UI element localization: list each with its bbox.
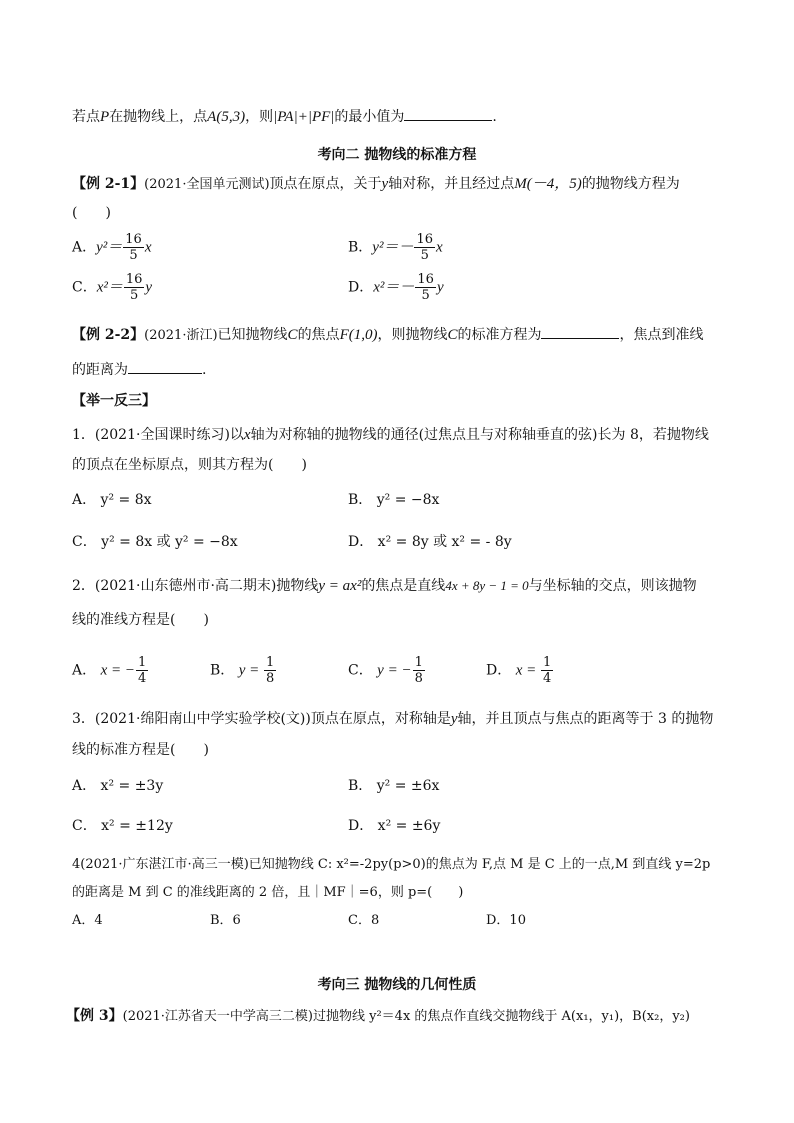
q3-line1 — [72, 709, 713, 729]
var-y: y — [381, 176, 389, 192]
example-2-1-paren: ( ) — [72, 205, 111, 221]
example-text2: 的焦点 — [297, 327, 340, 343]
frac-den: 4 — [137, 671, 147, 686]
q1-text: 1．(2021·全国课时练习)以 — [72, 427, 244, 443]
q1-option-a[interactable]: A． y² = 8x — [72, 492, 152, 508]
option-lhs: x = — [515, 662, 540, 679]
option-d[interactable] — [348, 272, 444, 303]
option-label: D． — [486, 662, 512, 679]
intro-suffix: 的最小值为 — [334, 109, 405, 125]
example-text3: ，则抛物线 — [377, 327, 448, 343]
q3-text: 3．(2021·绵阳南山中学实验学校(文))顶点在原点，对称轴是 — [72, 711, 451, 727]
example-2-1-line1 — [72, 174, 680, 195]
section-heading-3: 考向三 抛物线的几何性质 — [317, 977, 477, 993]
fraction — [413, 655, 425, 686]
option-lhs: x²＝ — [96, 279, 123, 296]
q2-option-b[interactable] — [210, 655, 277, 686]
example-tag: 【例 2-2】 — [72, 327, 145, 343]
option-lhs: y²＝－ — [372, 239, 414, 256]
option-lhs: x = − — [100, 662, 135, 679]
q4-option-d[interactable]: D．10 — [486, 913, 526, 928]
answer-blank[interactable] — [128, 359, 202, 374]
q4-option-c[interactable]: C．8 — [348, 913, 380, 928]
fraction — [124, 272, 145, 303]
intro-line — [72, 106, 497, 127]
var-p: P — [100, 109, 110, 125]
q2-option-d[interactable] — [486, 655, 554, 686]
answer-blank[interactable] — [541, 324, 619, 339]
q2-option-c[interactable] — [348, 655, 426, 686]
q2-text-b: 的焦点是直线 — [361, 578, 446, 594]
option-var: x — [144, 239, 152, 256]
q2-option-a[interactable] — [72, 655, 149, 686]
example-source: (2021·全国单元测试) — [144, 177, 270, 192]
q4-line1: 4(2021·广东湛江市·高三一模)已知抛物线 C: x²=-2py(p>0)的焦点为 F,点 M 是 C 上的一点,M 到直线 y=2p — [72, 857, 711, 872]
practice-header: 【举一反三】 — [72, 393, 156, 409]
frac-num: 1 — [137, 655, 147, 670]
q3-option-a[interactable]: A． x² = ±3y — [72, 778, 164, 794]
fraction — [414, 232, 435, 263]
line-equation: 4x + 8y − 1 = 0 — [445, 578, 529, 593]
example-line2: 的距离为 — [72, 362, 128, 378]
intro-end: . — [492, 109, 497, 125]
example-tag: 【例 3】 — [66, 1008, 123, 1024]
frac-den: 8 — [414, 671, 423, 686]
option-lhs: y²＝ — [96, 239, 123, 256]
option-lhs: y = — [238, 662, 264, 679]
intro-prefix: 若点 — [72, 109, 100, 125]
option-var: x — [436, 239, 443, 256]
frac-num: 1 — [414, 655, 423, 670]
q4-line2: 的距离是 M 到 C 的准线距离的 2 倍，且｜MF｜=6，则 p=( ) — [72, 885, 464, 900]
example-end: . — [202, 362, 207, 378]
expr-pa-pf: |PA|+|PF| — [273, 109, 335, 125]
section-heading-2: 考向二 抛物线的标准方程 — [317, 147, 477, 163]
example-text5: ，焦点到准线 — [619, 327, 704, 343]
q1-line1 — [72, 425, 709, 445]
option-label: D． — [348, 279, 374, 296]
fraction — [123, 232, 144, 263]
q2-text-c: 与坐标轴的交点，则该抛物 — [528, 578, 697, 594]
fraction — [136, 655, 148, 686]
example-text4: 的标准方程为 — [457, 327, 542, 343]
option-lhs: y = − — [377, 662, 412, 679]
q4-option-a[interactable]: A．4 — [72, 913, 103, 928]
answer-blank[interactable] — [404, 106, 492, 121]
option-lhs: x²＝－ — [373, 279, 415, 296]
q2-line2: 线的准线方程是( ) — [72, 612, 209, 628]
intro-mid: 在抛物线上，点 — [109, 109, 208, 125]
fraction — [541, 655, 553, 686]
var-c: C — [447, 327, 458, 343]
frac-num: 1 — [542, 655, 552, 670]
fraction — [415, 272, 436, 303]
parabola-equation: y = ax² — [318, 578, 362, 594]
option-var: y — [145, 279, 153, 296]
q4-option-b[interactable]: B．6 — [210, 913, 241, 928]
frac-num: 16 — [125, 272, 143, 287]
frac-num: 16 — [125, 232, 142, 247]
example-text: 已知抛物线 — [217, 327, 288, 343]
q3-text-b: 轴，并且顶点与焦点的距离等于 3 的抛物 — [457, 711, 714, 727]
q1-option-b[interactable]: B． y² = −8x — [348, 492, 440, 508]
fraction — [264, 655, 276, 686]
frac-den: 5 — [421, 288, 430, 303]
option-var: y — [436, 279, 444, 296]
point-a: A(5,3) — [207, 109, 246, 125]
frac-num: 1 — [266, 655, 275, 670]
frac-den: 5 — [420, 248, 429, 263]
q3-option-b[interactable]: B． y² = ±6x — [348, 778, 440, 794]
example-2-2-line1 — [72, 324, 703, 346]
q1-option-c[interactable]: C． y² = 8x 或 y² = −8x — [72, 534, 238, 550]
frac-den: 5 — [130, 288, 139, 303]
option-b[interactable] — [348, 232, 443, 263]
frac-num: 16 — [416, 232, 433, 247]
example-text: 顶点在原点，关于 — [269, 176, 382, 192]
example-text: (2021·江苏省天一中学高三二模)过抛物线 y²＝4x 的焦点作直线交抛物线于 A(x₁，y₁)，B(x₂，y₂) — [122, 1009, 690, 1024]
option-label: A． — [72, 239, 97, 256]
q1-line2: 的顶点在坐标原点，则其方程为( ) — [72, 457, 307, 473]
var-c: C — [287, 327, 298, 343]
example-source: (2021·浙江) — [144, 328, 218, 343]
option-c[interactable] — [72, 272, 152, 303]
option-label: A． — [72, 662, 97, 679]
focus-f: F(1,0) — [339, 327, 378, 343]
intro-mid2: ，则 — [245, 109, 274, 125]
q1-option-d[interactable]: D． x² = 8y 或 x² = - 8y — [348, 534, 512, 550]
var-x: x — [243, 427, 251, 443]
q1-text-b: 轴为对称轴的抛物线的通径(过焦点且与对称轴垂直的弦)长为 8，若抛物线 — [250, 427, 709, 443]
q3-line2: 线的标准方程是( ) — [72, 742, 209, 758]
q3-option-c[interactable]: C． x² = ±12y — [72, 818, 173, 834]
frac-num: 16 — [417, 272, 434, 287]
q3-option-d[interactable]: D． x² = ±6y — [348, 818, 441, 834]
example-2-2-line2 — [72, 359, 206, 380]
frac-den: 5 — [129, 248, 138, 263]
option-label: C． — [72, 279, 97, 296]
option-label: C． — [348, 662, 373, 679]
option-a[interactable] — [72, 232, 152, 263]
q2-line1 — [72, 576, 697, 596]
var-y: y — [450, 711, 458, 727]
frac-den: 4 — [542, 671, 552, 686]
example-tag: 【例 2-1】 — [72, 176, 145, 192]
example-text2: 轴对称，并且经过点 — [388, 176, 515, 192]
q2-text: 2．(2021·山东德州市·高二期末)抛物线 — [72, 578, 319, 594]
option-label: B． — [348, 239, 373, 256]
example-3-line1 — [66, 1006, 690, 1027]
option-label: B． — [210, 662, 235, 679]
frac-den: 8 — [266, 671, 275, 686]
example-text3: 的抛物线方程为 — [581, 176, 680, 192]
point-m: M(－4，5) — [514, 176, 582, 192]
